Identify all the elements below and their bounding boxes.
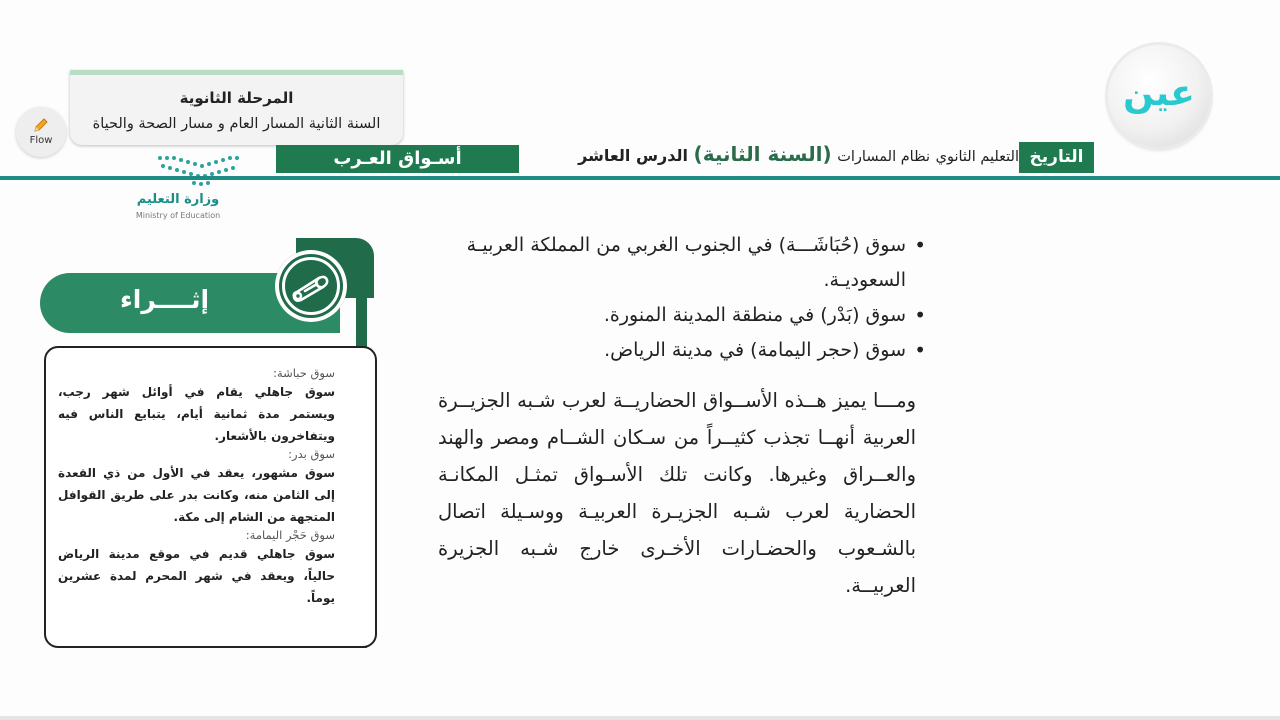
header-divider — [0, 176, 1280, 180]
main-content — [428, 228, 928, 604]
lesson-title: أسـواق العـرب — [276, 145, 519, 173]
enrichment-body: سوق مشهور، يعقد في الأول من ذي القعدة إلى الثامن منه، وكانت بدر على طريق القوافل المتجهة من الشام إلى مكة. — [58, 466, 335, 524]
list-item: • سوق (بَدْر) في منطقة المدينة المنورة. — [428, 298, 928, 333]
list-item: • سوق (حجر اليمامة) في مدينة الرياض. — [428, 333, 928, 368]
lesson-banner — [276, 142, 1094, 173]
market-list — [428, 228, 928, 368]
enrichment-heading: سوق بدر: — [288, 447, 335, 461]
flow-badge[interactable] — [16, 107, 66, 157]
edu-level-label: التعليم الثانوي — [935, 149, 1019, 165]
subject-label: التاريخ — [1019, 142, 1094, 173]
enrichment-icon-badge — [275, 250, 347, 322]
enrichment-heading: سوق حباشة: — [273, 366, 335, 380]
flow-label: Flow — [29, 135, 53, 146]
enrichment-body: سوق جاهلي يقام في أوائل شهر رجب، ويستمر مدة ثمانية أيام، يتبايع الناس فيه ويتفاخرون بالأشعار. — [58, 385, 335, 443]
ministry-dots-icon — [154, 152, 248, 188]
year-label: (السنة الثانية) — [693, 142, 832, 166]
enrichment-title: إثــــراء — [120, 285, 210, 314]
system-label: نظام المسارات — [837, 149, 931, 165]
ministry-logo — [108, 152, 248, 224]
stage-subtitle: السنة الثانية المسار العام و مسار الصحة والحياة — [92, 116, 381, 132]
stage-card — [70, 70, 403, 145]
lesson-number: الدرس العاشر — [578, 146, 688, 165]
stage-title: المرحلة الثانوية — [179, 89, 294, 107]
enrichment-heading: سوق حَجْر اليمامة: — [245, 528, 335, 542]
ministry-name-ar: وزارة التعليم — [136, 192, 220, 207]
bottom-edge — [0, 716, 1280, 720]
channel-logo — [1108, 45, 1210, 147]
pencil-icon — [33, 117, 49, 133]
enrichment-content — [58, 366, 335, 609]
scroll-icon — [285, 260, 337, 312]
enrichment-body: سوق جاهلي قديم في موقع مدينة الرياض حالياً، ويعقد في شهر المحرم لمدة عشرين يوماً. — [58, 547, 335, 605]
enrichment-box — [44, 346, 377, 648]
channel-logo-text: عين — [1123, 73, 1195, 114]
banner-text — [519, 142, 1019, 173]
lesson-paragraph: ومـــا يميز هــذه الأســواق الحضاريــة لعرب شـبه الجزيــرة العربية أنهــا تجذب كثيــراً من سـكان الشــام ومصر والهند والعــراق وغيرها. وكانت تلك الأسـواق تمثـل المكانـة الحضارية لعرب شـبه الجزيـرة العربيـة ووسـيلة اتصال بالشـعوب والحضـارات الأخـرى خارج شـبه الجزيرة العربيــة. — [438, 389, 916, 597]
list-item: • سوق (حُبَاشَـــة) في الجنوب الغربي من المملكة العربيـة السعوديـة. — [428, 228, 928, 298]
ministry-name-en: Ministry of Education — [135, 211, 221, 220]
